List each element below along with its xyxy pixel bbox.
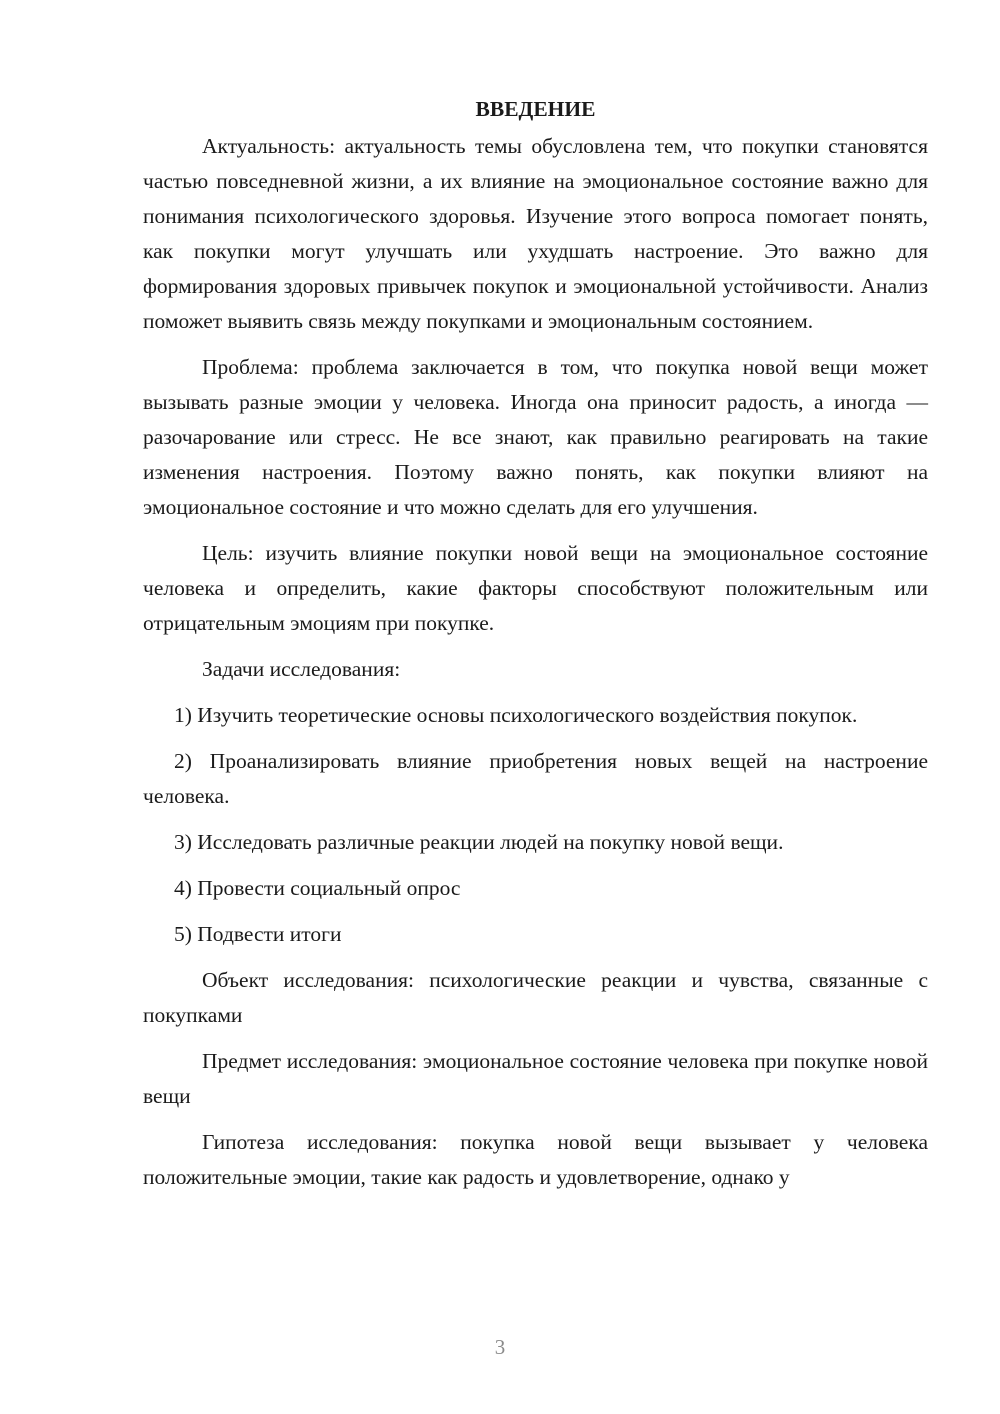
task-item-1: 1) Изучить теоретические основы психологического воздействия покупок. bbox=[174, 703, 858, 727]
task-item-5: 5) Подвести итоги bbox=[174, 922, 342, 946]
page-number: 3 bbox=[494, 1335, 506, 1359]
task-item-2: 2) Проанализировать влияние приобретения новых вещей на настроение человека. bbox=[143, 749, 928, 808]
task-item-4: 4) Провести социальный опрос bbox=[174, 876, 461, 900]
section-title: ВВЕДЕНИЕ bbox=[475, 97, 596, 121]
relevance-paragraph: Актуальность: актуальность темы обусловлена тем, что покупки становятся частью повседневной жизни, а их влияние на эмоциональное состояние важно для понимания психологического здоровья. Изучение этого вопроса помогает понять, как покупки могут улучшать или ухудшать настроение. Это важно для формирования здоровых привычек покупок и эмоциональной устойчивости. Анализ поможет выявить связь между покупками и эмоциональным состоянием. bbox=[143, 134, 928, 333]
tasks-heading: Задачи исследования: bbox=[202, 657, 401, 681]
subject-paragraph: Предмет исследования: эмоциональное состояние человека при покупке новой вещи bbox=[143, 1049, 928, 1108]
goal-paragraph: Цель: изучить влияние покупки новой вещи на эмоциональное состояние человека и определить, какие факторы способствуют положительным или отрицательным эмоциям при покупке. bbox=[143, 541, 928, 635]
problem-paragraph: Проблема: проблема заключается в том, что покупка новой вещи может вызывать разные эмоции у человека. Иногда она приносит радость, а иногда — разочарование или стресс. Не все знают, как правильно реагировать на такие изменения настроения. Поэтому важно понять, как покупки влияют на эмоциональное состояние и что можно сделать для его улучшения. bbox=[143, 355, 928, 519]
object-paragraph: Объект исследования: психологические реакции и чувства, связанные с покупками bbox=[143, 968, 928, 1027]
task-item-3: 3) Исследовать различные реакции людей на покупку новой вещи. bbox=[174, 830, 784, 854]
document-page bbox=[143, 92, 928, 1206]
hypothesis-paragraph: Гипотеза исследования: покупка новой вещи вызывает у человека положительные эмоции, такие как радость и удовлетворение, однако у bbox=[143, 1130, 928, 1189]
